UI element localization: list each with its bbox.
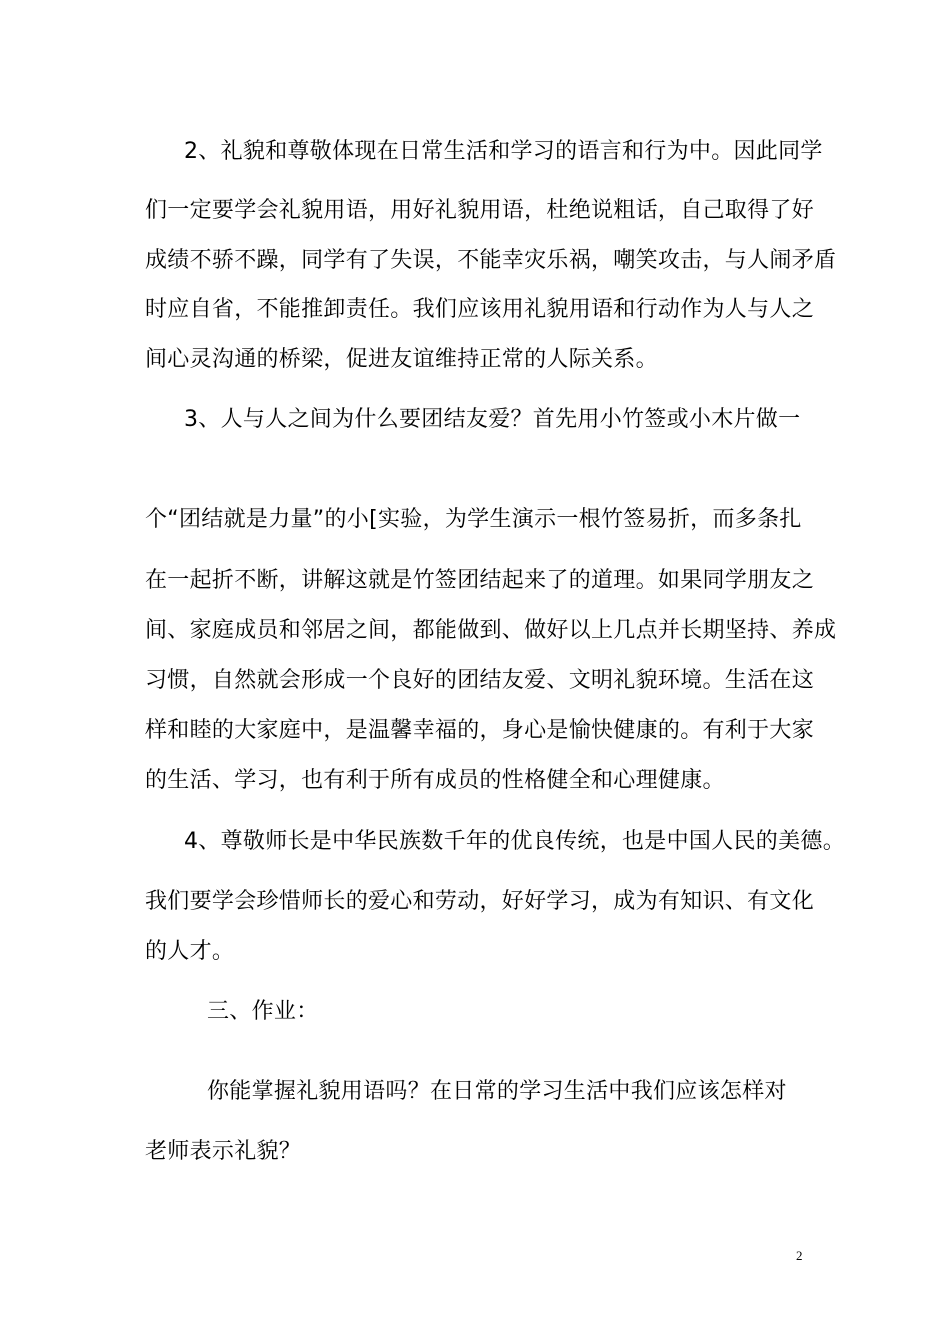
section-heading-homework: 三、作业： [207,999,319,1024]
text-line-17: 你能掌握礼貌用语吗？在日常的学习生活中我们应该怎样对 [207,1079,787,1104]
text-line-10: 习惯，自然就会形成一个良好的团结友爱、文明礼貌环境。生活在这 [145,668,815,693]
text-line-9: 间、家庭成员和邻居之间，都能做到、做好以上几点并长期坚持、养成 [145,618,837,643]
text-line-7: 个“团结就是力量”的小[实验，为学生演示一根竹签易折，而多条扎 [145,507,802,532]
text-line-8: 在一起折不断，讲解这就是竹签团结起来了的道理。如果同学朋友之 [145,568,815,593]
text-line-2: 们一定要学会礼貌用语，用好礼貌用语，杜绝说粗话，自己取得了好 [145,198,815,223]
text-line-4: 时应自省，不能推卸责任。我们应该用礼貌用语和行动作为人与人之 [145,297,815,322]
text-line-3: 成绩不骄不躁，同学有了失误，不能幸灾乐祸，嘲笑攻击，与人闹矛盾 [145,248,837,273]
text-line-14: 我们要学会珍惜师长的爱心和劳动，好好学习，成为有知识、有文化 [145,889,815,914]
text-line-6: 3、人与人之间为什么要团结友爱？首先用小竹签或小木片做一 [184,407,801,432]
text-line-11: 样和睦的大家庭中，是温馨幸福的，身心是愉快健康的。有利于大家 [145,718,815,743]
text-line-1: 2、礼貌和尊敬体现在日常生活和学习的语言和行为中。因此同学 [184,139,823,164]
text-line-13: 4、尊敬师长是中华民族数千年的优良传统，也是中国人民的美德。 [184,829,845,854]
page-number: 2 [796,1248,803,1263]
text-line-18: 老师表示礼貌？ [145,1139,302,1164]
text-line-12: 的生活、学习，也有利于所有成员的性格健全和心理健康。 [145,768,725,793]
text-line-15: 的人才。 [145,939,235,964]
text-line-5: 间心灵沟通的桥梁，促进友谊维持正常的人际关系。 [145,347,658,372]
